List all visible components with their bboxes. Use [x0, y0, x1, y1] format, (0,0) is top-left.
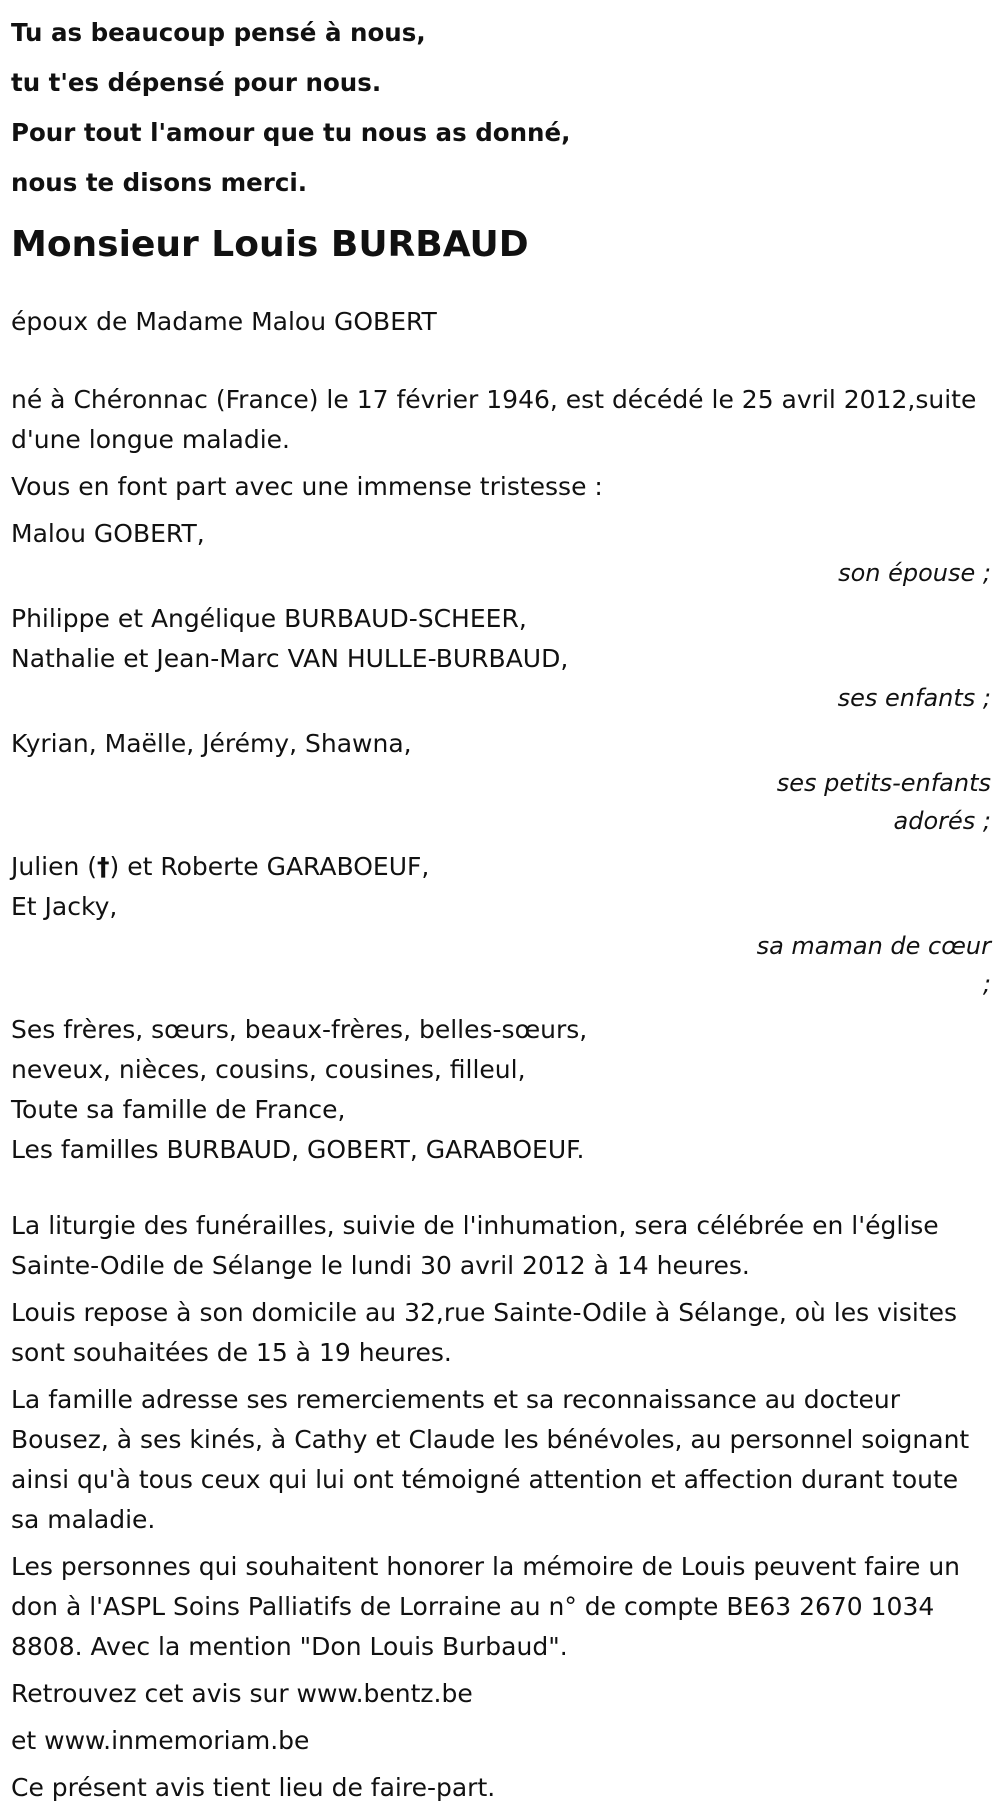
spouse-line: époux de Madame Malou GOBERT: [11, 307, 437, 336]
poem-line: nous te disons merci.: [11, 168, 308, 197]
role-line: ses petits-enfants: [776, 769, 991, 797]
name-suffix: ) et Roberte GARABOEUF,: [109, 852, 430, 881]
closing-line: Ce présent avis tient lieu de faire-part.: [11, 1773, 496, 1802]
role-line: ;: [982, 970, 991, 998]
family-others: [11, 1010, 991, 1170]
deceased-name: Monsieur Louis BURBAUD: [11, 224, 529, 265]
poem-line: Pour tout l'amour que tu nous as donné,: [11, 118, 571, 147]
family-grandchildren-role: [11, 764, 991, 840]
visitation-info: Louis repose à son domicile au 32,rue Sainte-Odile à Sélange, où les visites sont souhaitées de 15 à 19 heures.: [11, 1298, 958, 1367]
family-heart-mother-names: [11, 847, 991, 887]
role-line: adorés ;: [893, 807, 991, 835]
family-children: [11, 599, 991, 717]
announcement-intro: Vous en font part avec une immense tristesse :: [11, 472, 603, 501]
family-heart-mother-second: Et Jacky,: [11, 892, 118, 921]
family-others-line: Toute sa famille de France,: [11, 1095, 346, 1124]
family-spouse-role: [11, 554, 991, 592]
poem: [11, 0, 1000, 208]
poem-line: Tu as beaucoup pensé à nous,: [11, 18, 426, 47]
role-line: sa maman de cœur: [756, 932, 991, 960]
family-grandchildren: [11, 724, 991, 840]
thanks-paragraph: La famille adresse ses remerciements et sa reconnaissance au docteur Bousez, à ses kinés, à Cathy et Claude les bénévoles, au personnel soignant ainsi qu'à tous ceux qui lui ont témoigné attention et affection durant toute sa maladie.: [11, 1385, 970, 1534]
family-others-line: neveux, nièces, cousins, cousines, filleul,: [11, 1055, 526, 1084]
role-line: ses enfants ;: [837, 684, 991, 712]
family-others-line: Les familles BURBAUD, GOBERT, GARABOEUF.: [11, 1135, 585, 1164]
family-child-name: Nathalie et Jean-Marc VAN HULLE-BURBAUD,: [11, 644, 569, 673]
cross-icon: †: [97, 852, 110, 881]
name-prefix: Julien (: [11, 852, 98, 881]
role-line: son épouse ;: [838, 559, 991, 587]
family-children-role: [11, 679, 991, 717]
family-heart-mother-role: [11, 927, 991, 1003]
funeral-info: La liturgie des funérailles, suivie de l'inhumation, sera célébrée en l'église Sainte-Odile de Sélange le lundi 30 avril 2012 à 14 heures.: [11, 1211, 939, 1280]
donation-paragraph: Les personnes qui souhaitent honorer la mémoire de Louis peuvent faire un don à l'ASPL Soins Palliatifs de Lorraine au n° de compte BE63 2670 1034 8808. Avec la mention "Don Louis Burbaud".: [11, 1552, 961, 1661]
family-child-name: Philippe et Angélique BURBAUD-SCHEER,: [11, 604, 527, 633]
family-spouse: [11, 514, 991, 592]
web-line-2: et www.inmemoriam.be: [11, 1726, 310, 1755]
birth-death-line: né à Chéronnac (France) le 17 février 1946, est décédé le 25 avril 2012,suite d'une longue maladie.: [11, 385, 977, 454]
family-grandchildren-names: Kyrian, Maëlle, Jérémy, Shawna,: [11, 729, 412, 758]
web-line-1: Retrouvez cet avis sur www.bentz.be: [11, 1679, 473, 1708]
family-heart-mother: [11, 847, 991, 1003]
poem-line: tu t'es dépensé pour nous.: [11, 68, 382, 97]
family-others-line: Ses frères, sœurs, beaux-frères, belles-sœurs,: [11, 1015, 588, 1044]
family-spouse-name: Malou GOBERT,: [11, 519, 205, 548]
